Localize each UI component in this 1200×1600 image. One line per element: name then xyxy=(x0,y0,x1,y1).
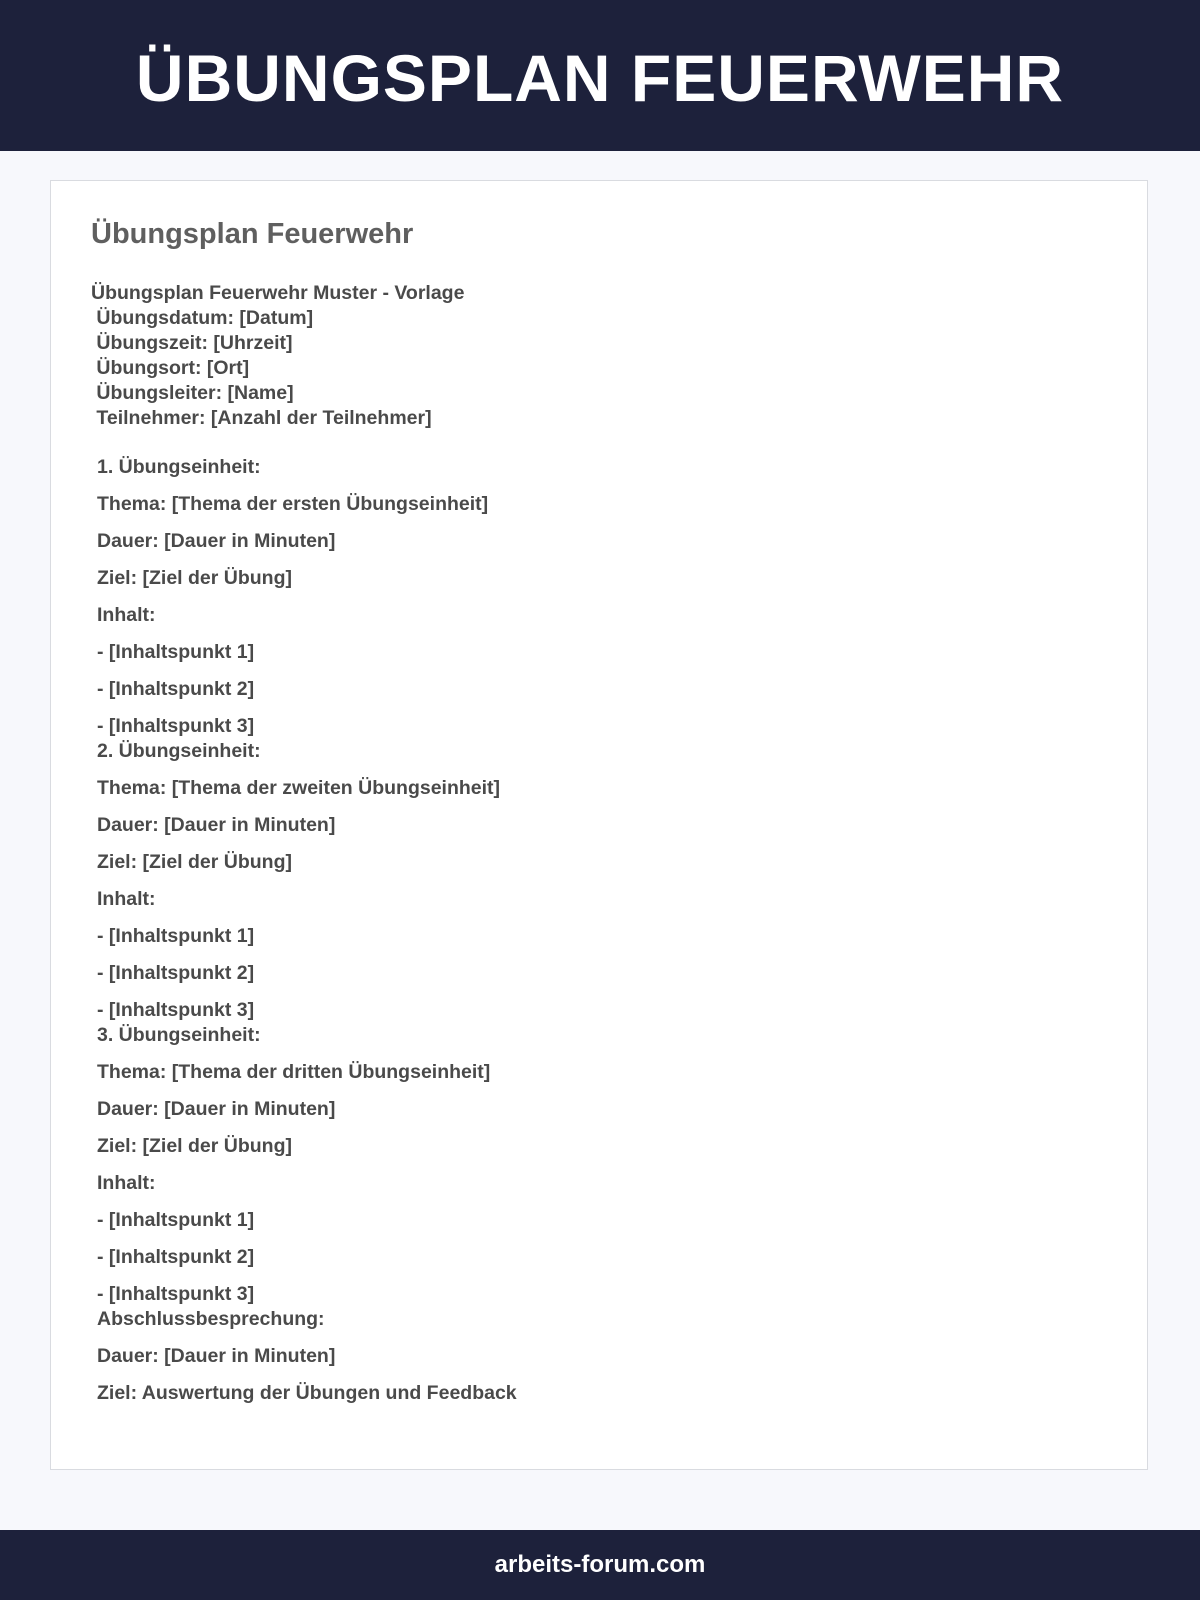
content-point: - [Inhaltspunkt 2] xyxy=(97,678,255,700)
intro-participants: Teilnehmer: [Anzahl der Teilnehmer] xyxy=(91,407,432,429)
content-point: - [Inhaltspunkt 2] xyxy=(97,1246,255,1268)
section-topic: Thema: [Thema der ersten Übungseinheit] xyxy=(97,493,489,515)
content-point: - [Inhaltspunkt 1] xyxy=(97,925,255,947)
content-point: - [Inhaltspunkt 3] xyxy=(97,1283,255,1305)
section-content-label: Inhalt: xyxy=(97,888,156,910)
section-topic: Thema: [Thema der dritten Übungseinheit] xyxy=(97,1061,491,1083)
closing-duration: Dauer: [Dauer in Minuten] xyxy=(97,1345,336,1367)
content-point: - [Inhaltspunkt 1] xyxy=(97,1209,255,1231)
section-heading: 1. Übungseinheit: xyxy=(97,456,261,478)
section-duration: Dauer: [Dauer in Minuten] xyxy=(97,1098,336,1120)
section-content-label: Inhalt: xyxy=(97,604,156,626)
document-card xyxy=(50,180,1148,1470)
section-topic: Thema: [Thema der zweiten Übungseinheit] xyxy=(97,777,501,799)
document-body xyxy=(91,281,1091,1418)
document-title: Übungsplan Feuerwehr xyxy=(91,218,414,250)
page-footer xyxy=(0,1530,1200,1600)
section-heading: 3. Übungseinheit: xyxy=(97,1024,261,1046)
section-2 xyxy=(91,739,1091,1023)
page-header xyxy=(0,0,1200,151)
content-point: - [Inhaltspunkt 3] xyxy=(97,715,255,737)
page-title: ÜBUNGSPLAN FEUERWEHR xyxy=(135,40,1065,115)
closing-section xyxy=(91,1307,1091,1406)
intro-leader: Übungsleiter: [Name] xyxy=(91,382,294,404)
content-point: - [Inhaltspunkt 1] xyxy=(97,641,255,663)
intro-block xyxy=(91,281,1091,431)
section-3 xyxy=(91,1023,1091,1307)
closing-heading: Abschlussbesprechung: xyxy=(97,1308,325,1330)
intro-time: Übungszeit: [Uhrzeit] xyxy=(91,332,293,354)
section-content-label: Inhalt: xyxy=(97,1172,156,1194)
section-goal: Ziel: [Ziel der Übung] xyxy=(97,851,292,873)
section-duration: Dauer: [Dauer in Minuten] xyxy=(97,814,336,836)
intro-heading: Übungsplan Feuerwehr Muster - Vorlage xyxy=(91,282,465,304)
content-point: - [Inhaltspunkt 2] xyxy=(97,962,255,984)
intro-location: Übungsort: [Ort] xyxy=(91,357,250,379)
section-heading: 2. Übungseinheit: xyxy=(97,740,261,762)
section-goal: Ziel: [Ziel der Übung] xyxy=(97,567,292,589)
closing-goal: Ziel: Auswertung der Übungen und Feedback xyxy=(97,1382,517,1404)
section-goal: Ziel: [Ziel der Übung] xyxy=(97,1135,292,1157)
section-duration: Dauer: [Dauer in Minuten] xyxy=(97,530,336,552)
intro-date: Übungsdatum: [Datum] xyxy=(91,307,314,329)
content-point: - [Inhaltspunkt 3] xyxy=(97,999,255,1021)
section-1 xyxy=(91,455,1091,739)
footer-site-link[interactable]: arbeits-forum.com xyxy=(494,1551,706,1578)
